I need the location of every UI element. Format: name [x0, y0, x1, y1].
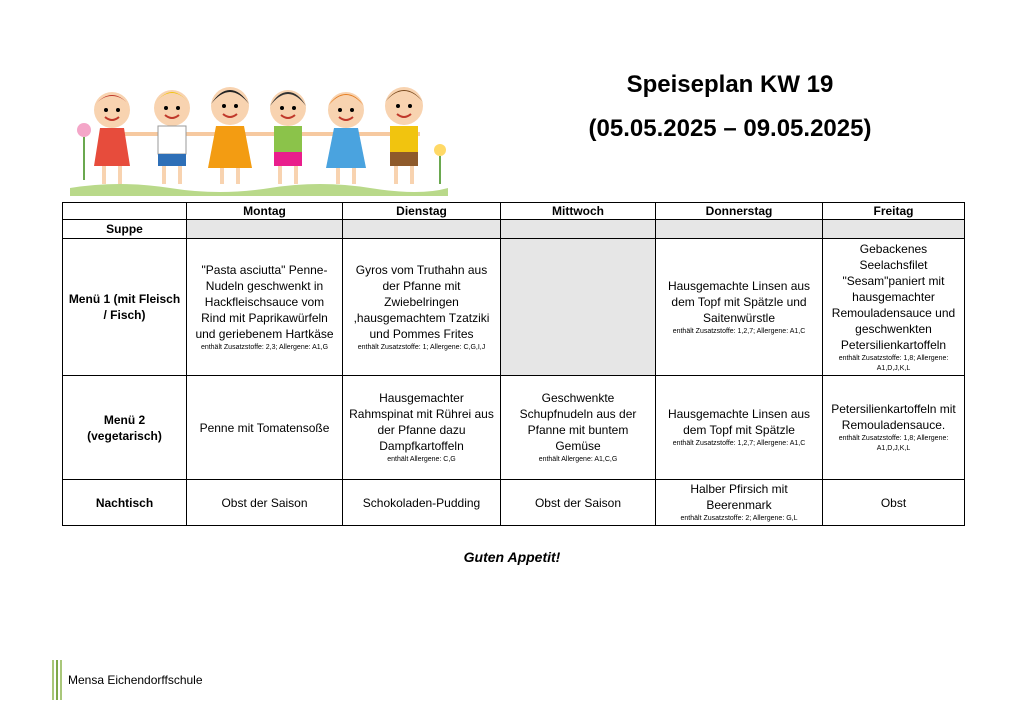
day-header: Montag: [187, 203, 343, 220]
menu-cell: [501, 220, 656, 239]
dish-text: Schokoladen-Pudding: [362, 495, 481, 510]
dish-text: Geschwenkte Schupfnudeln aus der Pfanne mit buntem Gemüse: [519, 391, 637, 453]
children-illustration: [60, 72, 452, 196]
menu-cell: [187, 239, 343, 376]
dish-text: Gebackenes Seelachsfilet "Sesam"paniert mit hausgemachter Remouladensauce und geschwenkten Petersilienkartoffeln: [831, 241, 956, 352]
menu-cell: [656, 480, 823, 526]
menu-cell: [343, 480, 501, 526]
menu-cell: [656, 220, 823, 239]
table-row: [63, 376, 965, 480]
table-row: [63, 220, 965, 239]
meal-plan-table: [62, 202, 965, 526]
closing-text: Guten Appetit!: [463, 549, 561, 565]
corner-cell: [63, 203, 187, 220]
day-header: Freitag: [823, 203, 965, 220]
dish-text: Obst der Saison: [221, 495, 308, 510]
dish-text: Hausgemachte Linsen aus dem Topf mit Spätzle: [667, 407, 811, 437]
row-label-menu1: Menü 1 (mit Fleisch / Fisch): [63, 239, 187, 376]
row-label-menu2: Menü 2 (vegetarisch): [63, 376, 187, 480]
dish-text: Hausgemachter Rahmspinat mit Rührei aus der Pfanne dazu Dampfkartoffeln: [349, 391, 494, 453]
menu-cell: [187, 376, 343, 480]
table-header-row: [63, 203, 965, 220]
menu-cell: [501, 376, 656, 480]
footer: [52, 660, 203, 700]
menu-cell: [501, 239, 656, 376]
dish-text: Penne mit Tomatensoße: [199, 420, 330, 435]
dish-text: Gyros vom Truthahn aus der Pfanne mit Zwiebelringen ,hausgemachtem Tzatziki und Pommes Frites: [353, 262, 490, 341]
menu-cell: [343, 239, 501, 376]
allergen-note: enthält Zusatzstoffe: 1,2,7; Allergene: A1,C: [672, 327, 806, 335]
allergen-note: enthält Zusatzstoffe: 1,8; Allergene: A1,D,J,K,L: [838, 354, 949, 372]
dish-text: Obst: [880, 495, 907, 510]
dish-text: Petersilienkartoffeln mit Remouladensauce.: [831, 402, 956, 432]
dish-text: Hausgemachte Linsen aus dem Topf mit Spätzle und Saitenwürstle: [667, 278, 811, 325]
school-name: Mensa Eichendorffschule: [68, 673, 203, 687]
menu-cell: [501, 480, 656, 526]
day-header: Dienstag: [343, 203, 501, 220]
title-block: [520, 68, 940, 146]
page-title: Speiseplan KW 19: [626, 71, 834, 98]
allergen-note: enthält Zusatzstoffe: 2; Allergene: G,L: [680, 515, 798, 522]
menu-cell: [187, 220, 343, 239]
day-header: Mittwoch: [501, 203, 656, 220]
row-label-dessert: Nachtisch: [63, 480, 187, 526]
dish-text: Obst der Saison: [534, 495, 622, 510]
day-header: Donnerstag: [656, 203, 823, 220]
dish-text: "Pasta asciutta" Penne-Nudeln geschwenkt in Hackfleischsauce vom Rind mit Paprikawürfeln und geriebenem Hartkäse: [195, 262, 334, 341]
menu-cell: [187, 480, 343, 526]
allergen-note: enthält Zusatzstoffe: 1,8; Allergene: A1,D,J,K,L: [838, 435, 949, 452]
menu-cell: [823, 376, 965, 480]
menu-cell: [656, 376, 823, 480]
allergen-note: enthält Zusatzstoffe: 2,3; Allergene: A1,G: [200, 343, 329, 351]
menu-cell: [656, 239, 823, 376]
dish-text: Halber Pfirsich mit Beerenmark: [690, 482, 788, 512]
allergen-note: enthält Zusatzstoffe: 1,2,7; Allergene: A1,C: [672, 440, 806, 447]
menu-cell: [343, 376, 501, 480]
menu-cell: [343, 220, 501, 239]
allergen-note: enthält Allergene: C,G: [387, 456, 456, 463]
menu-cell: [823, 239, 965, 376]
table-row: [63, 480, 965, 526]
date-range: (05.05.2025 – 09.05.2025): [588, 115, 872, 142]
table-row: [63, 239, 965, 376]
row-label-soup: Suppe: [63, 220, 187, 239]
allergen-note: enthält Zusatzstoffe: 1; Allergene: C,G,I,J: [357, 343, 486, 351]
allergen-note: enthält Allergene: A1,C,G: [538, 456, 618, 463]
footer-bar-decoration: [52, 660, 62, 700]
menu-cell: [823, 220, 965, 239]
menu-cell: [823, 480, 965, 526]
